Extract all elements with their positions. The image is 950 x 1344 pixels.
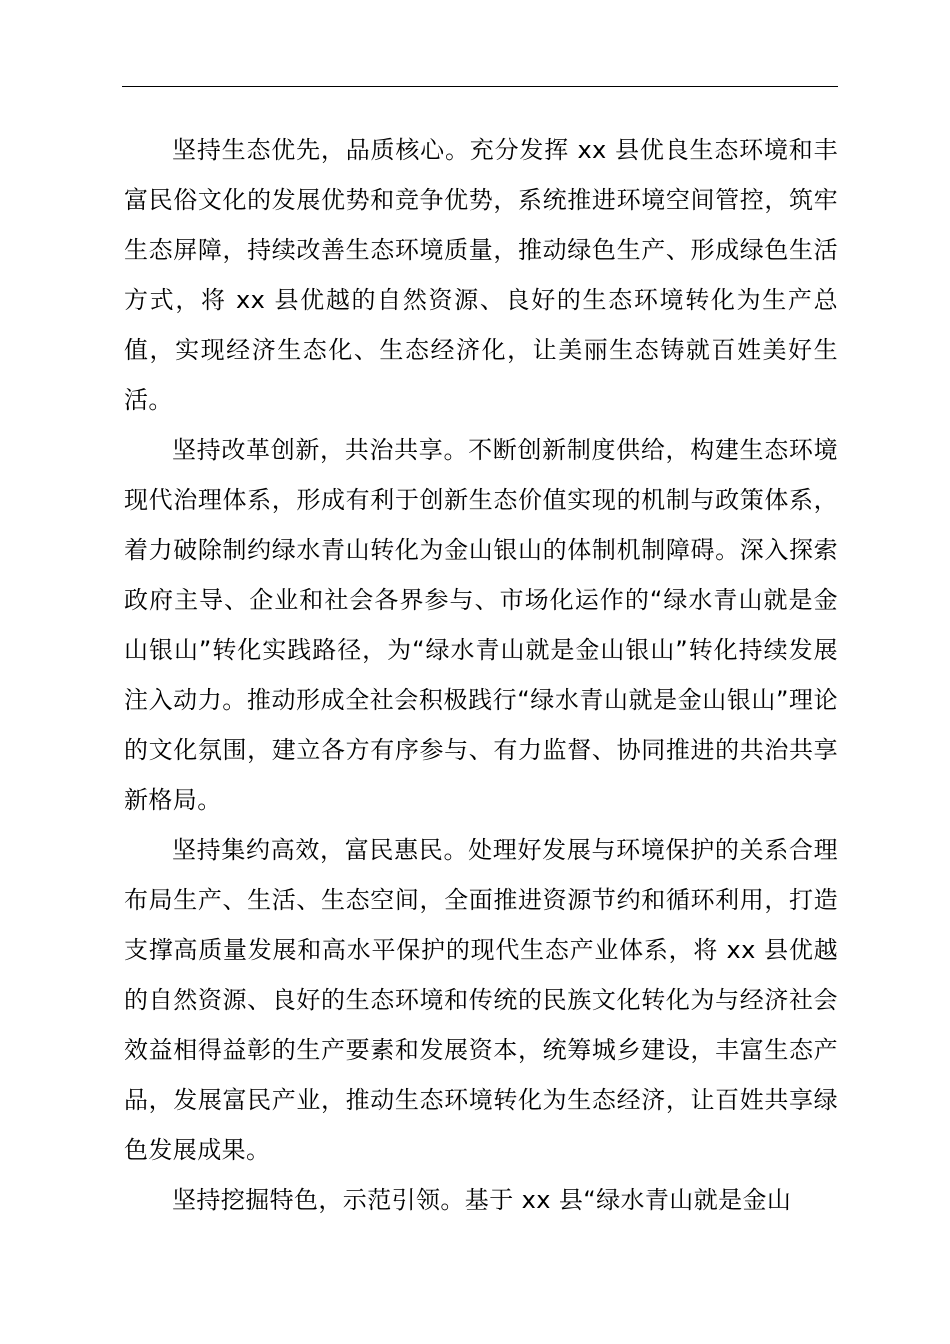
paragraph-explore-features: 坚持挖掘特色，示范引领。基于 xx 县“绿水青山就是金山 [172, 1186, 792, 1214]
paragraph-intensive-efficient: 坚持集约高效，富民惠民。处理好发展与环境保护的关系合理布局生产、生活、生态空间，全面推进资源节约和循环利用，打造支撑高质量发展和高水平保护的现代生态产业体系，将 xx 县优越的自然资源、良好的生态环境和传统的民族文化转化为与经济社会效益相得益彰的生产要素和发展资本，统筹城乡建设，丰富生态产品，发展富民产业，推动生态环境转化为生态经济，让百姓共享绿色发展成果。 [124, 836, 838, 1164]
paragraph-reform-innovation: 坚持改革创新，共治共享。不断创新制度供给，构建生态环境现代治理体系，形成有利于创新生态价值实现的机制与政策体系，着力破除制约绿水青山转化为金山银山的体制机制障碍。深入探索政府主导、企业和社会各界参与、市场化运作的“绿水青山就是金山银山”转化实践路径，为“绿水青山就是金山银山”转化持续发展注入动力。推动形成全社会积极践行“绿水青山就是金山银山”理论的文化氛围，建立各方有序参与、有力监督、协同推进的共治共享新格局。 [124, 436, 838, 814]
body-text [124, 125, 838, 1225]
paragraph-ecology-first: 坚持生态优先，品质核心。充分发挥 xx 县优良生态环境和丰富民俗文化的发展优势和竞争优势，系统推进环境空间管控，筑牢生态屏障，持续改善生态环境质量，推动绿色生产、形成绿色生活方式，将 xx 县优越的自然资源、良好的生态环境转化为生产总值，实现经济生态化、生态经济化，让美丽生态铸就百姓美好生活。 [124, 136, 838, 414]
header-rule [122, 86, 838, 87]
